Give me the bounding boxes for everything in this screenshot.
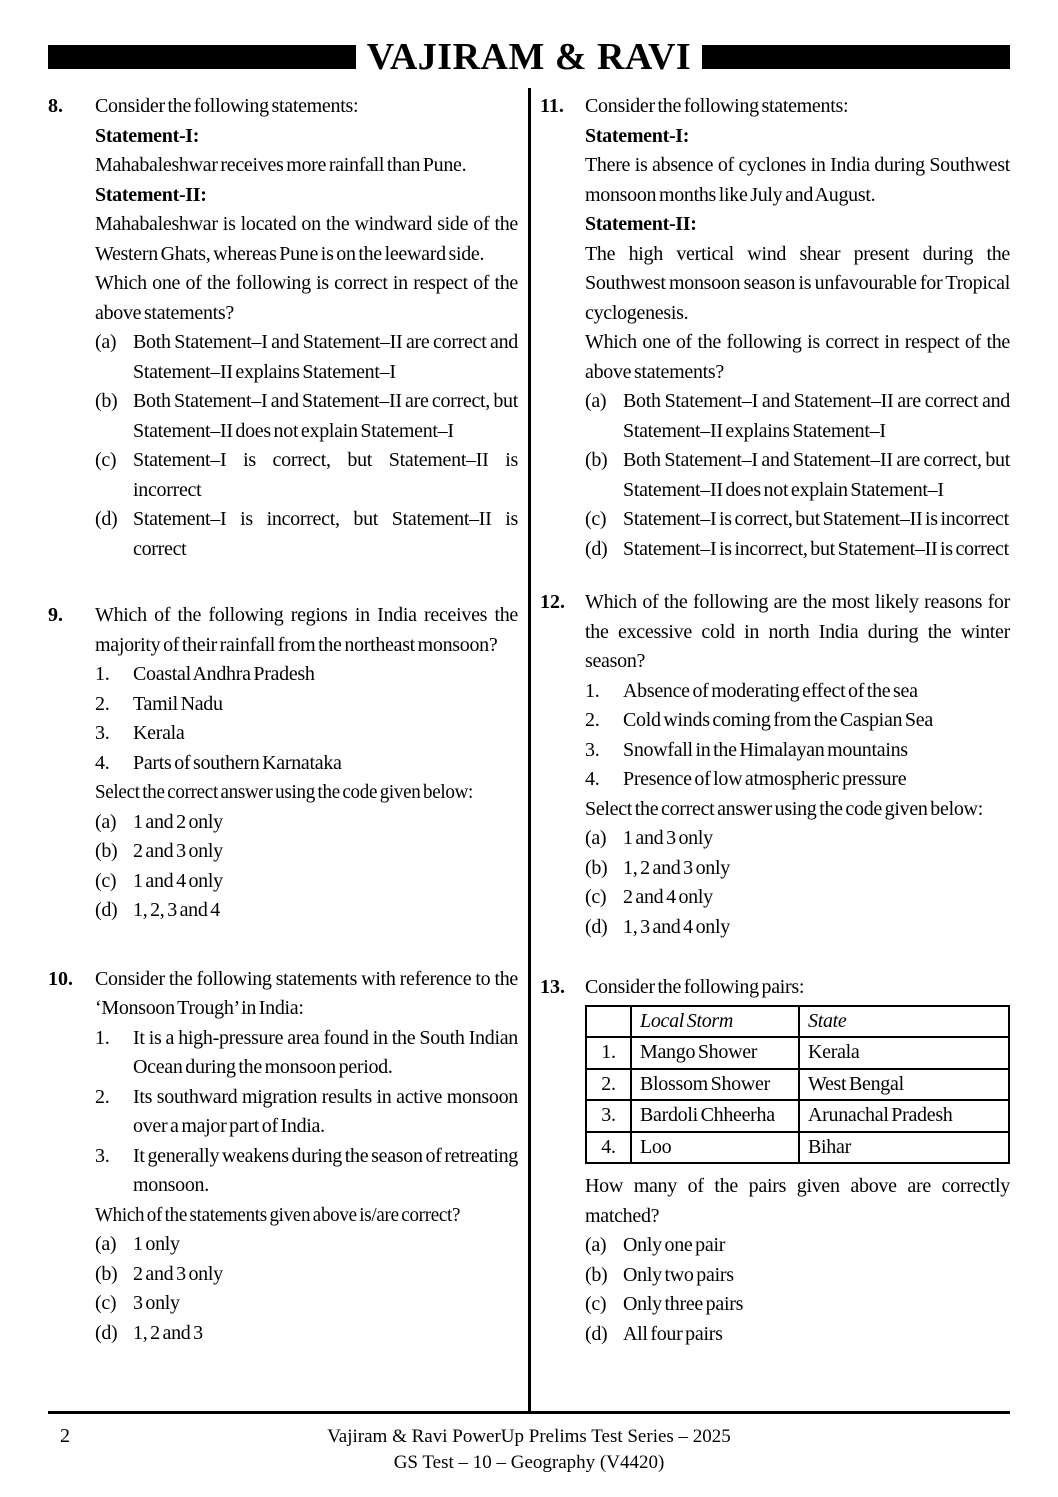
statement-1-text: Mahabaleshwar receives more rainfall than Pune.: [95, 154, 467, 176]
option-label: (c): [95, 449, 117, 471]
column-divider: [528, 88, 531, 1412]
option-label: (b): [95, 1262, 118, 1285]
option-label: (a): [585, 827, 607, 849]
question-body: [95, 92, 518, 564]
option-text: Only two pairs: [623, 1263, 734, 1286]
item-text: Coastal Andhra Pradesh: [133, 663, 315, 685]
option-label: (b): [95, 840, 118, 862]
list-item: [95, 1142, 518, 1201]
question-body: [585, 973, 1010, 1349]
option-label: (c): [585, 1293, 607, 1315]
table-row: [586, 1100, 1009, 1132]
option-row: [585, 1231, 1010, 1261]
option-row: [585, 913, 1010, 943]
right-column: [540, 92, 1010, 1349]
question-number: 13.: [540, 976, 565, 998]
item-text: Tamil Nadu: [133, 692, 223, 715]
option-label: (c): [95, 869, 117, 892]
footer-series-line: Vajiram & Ravi PowerUp Prelims Test Series – 2025: [327, 1426, 731, 1447]
masthead-left-bar: [48, 45, 356, 69]
question-text: Consider the following statements with reference to the ‘Monsoon Trough’ in India:: [95, 967, 518, 1019]
option-text: 2 and 3 only: [133, 1262, 223, 1285]
table-cell: 4.: [586, 1132, 631, 1164]
option-row: [585, 854, 1010, 884]
option-text: 1, 2, 3 and 4: [133, 899, 220, 921]
table-cell: Arunachal Pradesh: [799, 1100, 1009, 1132]
question-stem: How many of the pairs given above are correctly matched?: [585, 1175, 1010, 1227]
option-label: (d): [585, 915, 608, 938]
item-text: Snowfall in the Himalayan mountains: [623, 738, 908, 761]
option-row: [95, 505, 518, 564]
option-row: [95, 1289, 518, 1319]
option-label: (b): [95, 390, 118, 412]
item-number: 3.: [95, 1144, 110, 1167]
table-cell: 2.: [586, 1069, 631, 1101]
item-text: It is a high-pressure area found in the South Indian Ocean during the monsoon period.: [133, 1026, 518, 1078]
statement-2-text: Mahabaleshwar is located on the windward side of the Western Ghats, whereas Pune is on the leeward side.: [95, 213, 518, 265]
statement-1-label: Statement-I:: [95, 124, 200, 147]
option-row: [585, 824, 1010, 854]
option-text: Statement–I is correct, but Statement–II is incorrect: [133, 449, 518, 501]
table-cell: West Bengal: [799, 1069, 1009, 1101]
table-cell: Blossom Shower: [631, 1069, 799, 1101]
list-item: [585, 736, 1010, 766]
footer-rule: [48, 1411, 1010, 1414]
option-text: Statement–I is correct, but Statement–II is incorrect: [623, 508, 1009, 530]
option-row: [585, 883, 1010, 913]
option-label: (c): [95, 1292, 117, 1314]
option-text: 1, 3 and 4 only: [623, 915, 730, 938]
option-label: (d): [95, 899, 118, 921]
table-cell: 1.: [586, 1037, 631, 1069]
table-header-cell: [586, 1006, 631, 1038]
option-text: 2 and 4 only: [623, 886, 713, 908]
option-text: 1 only: [133, 1233, 180, 1255]
option-label: (d): [585, 537, 608, 560]
question-stem: Which of the statements given above is/are correct?: [95, 1203, 461, 1226]
item-text: Presence of low atmospheric pressure: [623, 768, 907, 790]
option-row: [95, 1260, 518, 1290]
table-header-cell: State: [799, 1006, 1009, 1038]
item-text: Cold winds coming from the Caspian Sea: [623, 709, 933, 731]
question-stem: Which one of the following is correct in respect of the above statements?: [585, 331, 1010, 383]
option-row: [585, 387, 1010, 446]
option-text: 1 and 4 only: [133, 869, 223, 892]
table-cell: Loo: [631, 1132, 799, 1164]
item-number: 1.: [585, 679, 600, 702]
select-code-line: Select the correct answer using the code given below:: [95, 781, 474, 803]
pairs-table: [585, 1005, 1010, 1165]
option-text: 1, 2 and 3 only: [623, 856, 730, 879]
item-number: 4.: [95, 751, 110, 774]
statement-2-label: Statement-II:: [95, 183, 207, 206]
list-item: [95, 660, 518, 690]
option-label: (d): [95, 1321, 118, 1344]
list-item: [585, 706, 1010, 736]
option-row: [95, 1230, 518, 1260]
option-row: [95, 1319, 518, 1349]
option-row: [95, 896, 518, 926]
page-number: 2: [60, 1425, 70, 1447]
item-text: Absence of moderating effect of the sea: [623, 679, 918, 702]
option-row: [585, 1261, 1010, 1291]
option-text: Statement–I is incorrect, but Statement–II is correct: [133, 508, 518, 560]
list-item: [585, 677, 1010, 707]
statement-2-text: The high vertical wind shear present during the Southwest monsoon season is unfavourable for Tropical cyclogenesis.: [585, 242, 1010, 324]
option-label: (d): [95, 508, 118, 530]
table-cell: Mango Shower: [631, 1037, 799, 1069]
question-body: [95, 965, 518, 1349]
list-item: [95, 1024, 518, 1083]
option-text: Only three pairs: [623, 1293, 744, 1315]
statement-1-text: There is absence of cyclones in India during Southwest monsoon months like July and August.: [585, 154, 1010, 206]
item-number: 3.: [585, 738, 600, 761]
option-text: 2 and 3 only: [133, 840, 223, 862]
question-9: [48, 601, 518, 926]
option-row: [95, 837, 518, 867]
question-text: Which of the following regions in India receives the majority of their rainfall from the northeast monsoon?: [95, 604, 518, 656]
table-row: [586, 1132, 1009, 1164]
list-item: [95, 749, 518, 779]
item-number: 2.: [95, 1085, 110, 1108]
question-number: 11.: [540, 95, 564, 117]
table-row: [586, 1037, 1009, 1069]
option-text: Both Statement–I and Statement–II are correct, but Statement–II does not explain Statement–I: [623, 449, 1010, 501]
question-number: 9.: [48, 604, 63, 626]
option-label: (b): [585, 856, 608, 879]
option-text: 3 only: [133, 1292, 180, 1314]
option-label: (a): [585, 390, 607, 412]
statement-1-label: Statement-I:: [585, 124, 690, 147]
item-number: 2.: [95, 692, 110, 715]
option-text: Both Statement–I and Statement–II are correct, but Statement–II does not explain Statement–I: [133, 390, 518, 442]
option-label: (a): [95, 331, 117, 353]
footer-test-line: GS Test – 10 – Geography (V4420): [393, 1452, 665, 1473]
item-number: 3.: [95, 722, 110, 744]
masthead: [48, 36, 1010, 78]
option-row: [585, 535, 1010, 565]
option-text: Both Statement–I and Statement–II are correct and Statement–II explains Statement–I: [623, 390, 1010, 442]
question-12: [540, 588, 1010, 942]
option-text: Statement–I is incorrect, but Statement–II is correct: [623, 537, 1009, 560]
item-text: Parts of southern Karnataka: [133, 751, 342, 774]
table-row: [586, 1069, 1009, 1101]
option-row: [95, 387, 518, 446]
item-number: 2.: [585, 709, 600, 731]
option-row: [585, 446, 1010, 505]
question-10: [48, 965, 518, 1349]
option-text: 1 and 3 only: [623, 827, 713, 849]
question-11: [540, 92, 1010, 564]
option-label: (a): [95, 1233, 117, 1255]
option-row: [585, 1320, 1010, 1350]
statement-2-label: Statement-II:: [585, 213, 697, 235]
option-row: [95, 328, 518, 387]
list-item: [95, 1083, 518, 1142]
table-header-row: [586, 1006, 1009, 1038]
question-body: [585, 92, 1010, 564]
select-code-line: Select the correct answer using the code given below:: [585, 797, 983, 820]
option-row: [95, 867, 518, 897]
page-title: VAJIRAM & RAVI: [366, 36, 692, 78]
question-body: [585, 588, 1010, 942]
question-13: [540, 973, 1010, 1349]
table-cell: Bihar: [799, 1132, 1009, 1164]
table-cell: Bardoli Chheerha: [631, 1100, 799, 1132]
list-item: [585, 765, 1010, 795]
item-text: Kerala: [133, 722, 185, 744]
item-text: It generally weakens during the season of retreating monsoon.: [133, 1144, 518, 1196]
option-label: (b): [585, 1263, 608, 1286]
question-number: 8.: [48, 95, 63, 117]
item-number: 1.: [95, 663, 110, 685]
option-label: (c): [585, 508, 607, 530]
question-intro: Consider the following statements:: [585, 95, 849, 117]
option-text: 1, 2 and 3: [133, 1321, 203, 1344]
option-text: Only one pair: [623, 1234, 726, 1256]
table-cell: 3.: [586, 1100, 631, 1132]
option-row: [585, 1290, 1010, 1320]
question-number: 10.: [48, 967, 73, 990]
question-8: [48, 92, 518, 564]
option-label: (a): [585, 1234, 607, 1256]
question-intro: Consider the following statements:: [95, 95, 359, 117]
left-column: [48, 92, 518, 1348]
footer: [48, 1424, 1010, 1476]
question-stem: Which one of the following is correct in respect of the above statements?: [95, 272, 518, 324]
item-number: 1.: [95, 1026, 110, 1049]
option-row: [95, 446, 518, 505]
option-row: [585, 505, 1010, 535]
item-text: Its southward migration results in active monsoon over a major part of India.: [133, 1085, 518, 1137]
option-text: 1 and 2 only: [133, 810, 223, 833]
question-intro: Consider the following pairs:: [585, 976, 805, 998]
list-item: [95, 719, 518, 749]
option-label: (b): [585, 449, 608, 471]
option-row: [95, 808, 518, 838]
question-body: [95, 601, 518, 926]
option-text: Both Statement–I and Statement–II are correct and Statement–II explains Statement–I: [133, 331, 518, 383]
option-label: (d): [585, 1322, 608, 1345]
item-number: 4.: [585, 768, 600, 790]
list-item: [95, 690, 518, 720]
option-label: (c): [585, 886, 607, 908]
question-number: 12.: [540, 591, 565, 613]
option-label: (a): [95, 810, 117, 833]
masthead-right-bar: [702, 45, 1010, 69]
table-cell: Kerala: [799, 1037, 1009, 1069]
question-text: Which of the following are the most likely reasons for the excessive cold in north India during the winter season?: [585, 591, 1010, 672]
table-header-cell: Local Storm: [631, 1006, 799, 1038]
option-text: All four pairs: [623, 1322, 723, 1345]
